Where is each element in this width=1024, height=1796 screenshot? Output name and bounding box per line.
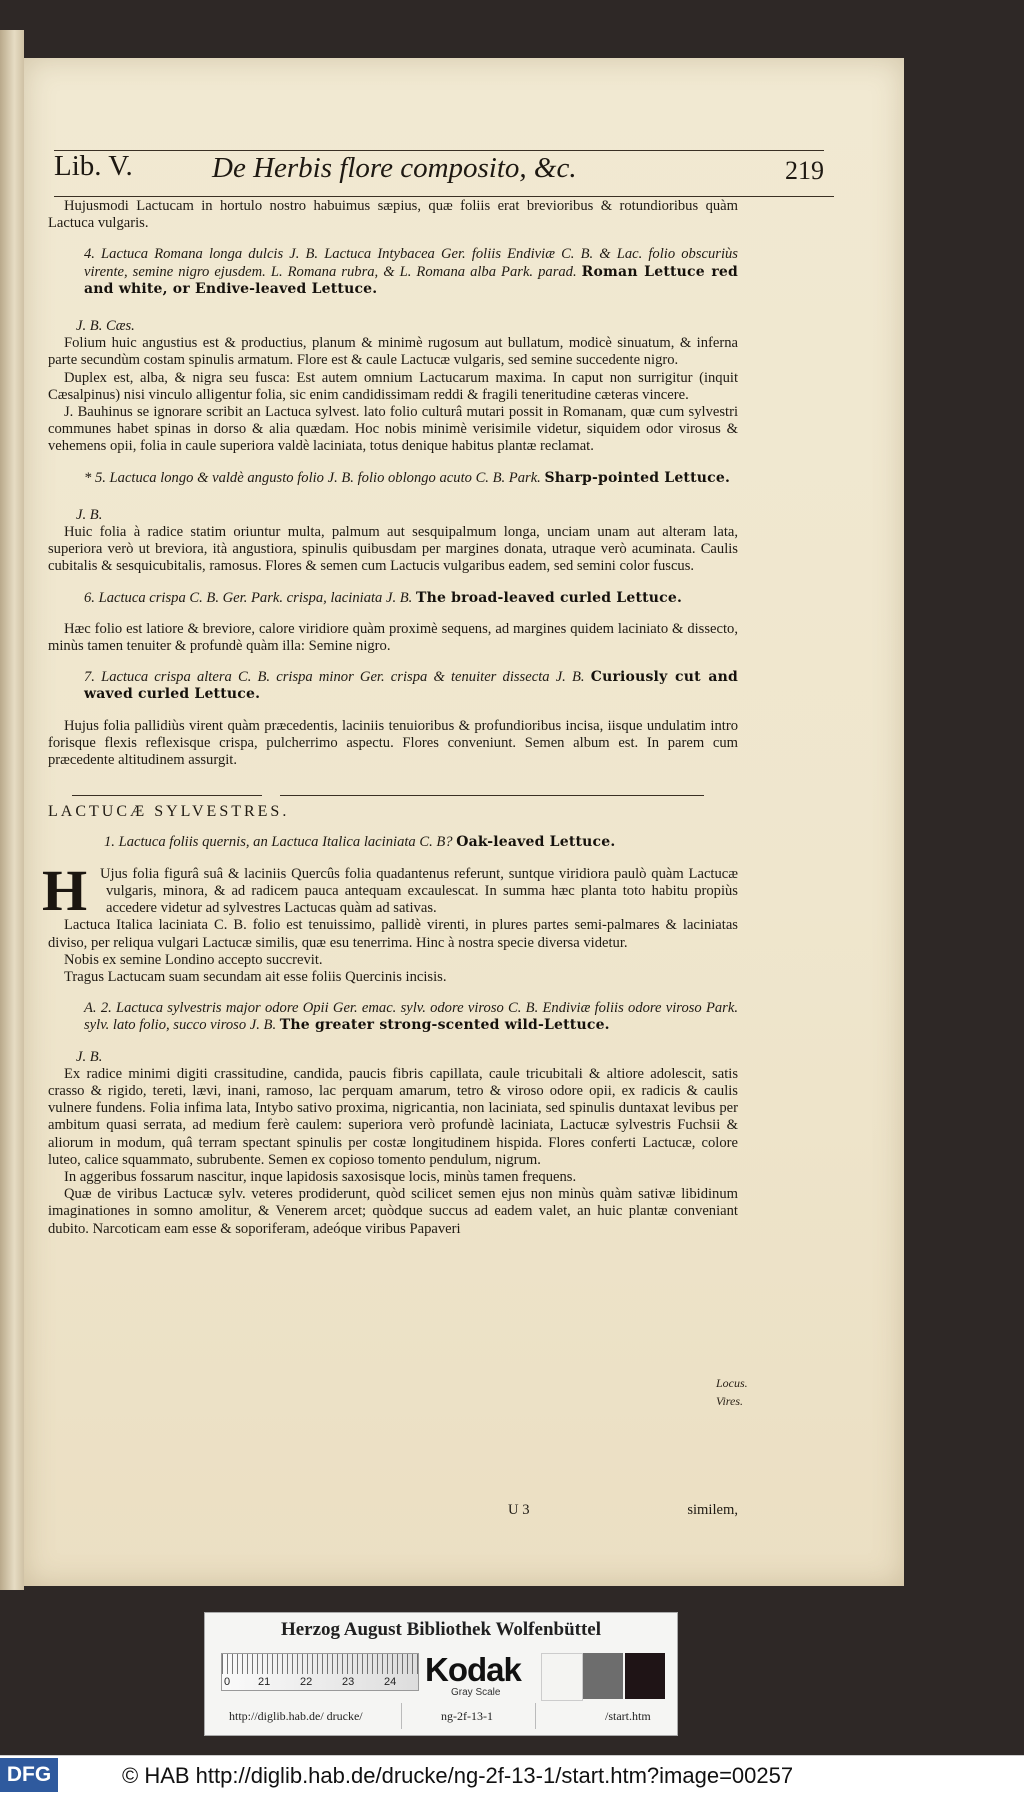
- scale-number: 22: [300, 1676, 313, 1688]
- scale-number: 24: [384, 1676, 397, 1688]
- running-head: [54, 150, 824, 190]
- entry-6-paragraph: Hæc folio est latiore & breviore, calore viridiore quàm proximè sequens, ad margines quidem laciniato & dissecto, minùs tamen tenuiter & profundè quàm illa: Semine nigro.: [48, 620, 738, 655]
- dfg-logo[interactable]: DFG: [0, 1758, 58, 1792]
- entry-4-english: Roman Lettuce red and white, or Endive-leaved Lettuce.: [84, 263, 738, 297]
- page-text: [42, 198, 738, 1238]
- book-number: Lib. V.: [54, 150, 133, 182]
- entry-4-names: 4. Lactuca Romana longa dulcis J. B. Lactuca Intybacea Ger. foliis Endiviæ C. B. & Lac. folio obscuriùs virente, semine nigro ejusdem. L. Romana rubra, & L. Romana alba Park. parad. Roman Lettuce red and white, or Endive-leaved Lettuce.: [84, 246, 738, 297]
- gray-scale-label: Gray Scale: [451, 1687, 501, 1698]
- entry-7-paragraph: Hujus folia pallidiùs virent quàm præcedentis, laciniis tenuioribus & profundioribus incisa, iisque undulatim intro forisque flexis reflexisque crispa, pulcherrimo aspectu. Flores conveniunt. Semen album est. In parem cum præcedente altitudinem assurgit.: [48, 717, 738, 769]
- card-url-right: /start.htm: [605, 1709, 651, 1723]
- section-entry-1-paragraph-2: Lactuca Italica laciniata C. B. folio est tenuissimo, pallidè virenti, in plures partes semi-palmares & laciniatas diviso, per reliqua vulgari Lactucæ similis, quæ esu tenerrima. Hinc à nostra specie diversa videtur.: [48, 917, 738, 951]
- entry-7-names: 7. Lactuca crispa altera C. B. crispa minor Ger. crispa & tenuiter dissecta J. B. Curiously cut and waved curled Lettuce.: [84, 669, 738, 703]
- section-entry-1-paragraph-3: Nobis ex semine Londino accepto succrevit.: [64, 951, 323, 968]
- entry-5-authority: J. B.: [76, 506, 103, 523]
- section-entry-1-names: 1. Lactuca foliis quernis, an Lactuca Italica laciniata C. B? Oak-leaved Lettuce.: [104, 834, 616, 851]
- section-entry-1-paragraph-1: H Ujus folia figurâ suâ & laciniis Quercûs folia quadantenus referunt, suntque viridiora paulò quàm Lactucæ vulgaris, minora, & ad radicem pauca antequam excaulescat. In summa hæc planta toto habitu propiùs accedere videtur ad sylvestres Lactucas quàm ad sativas.: [42, 857, 738, 923]
- ruler-scale: [221, 1653, 419, 1691]
- entry-4-paragraph-2: Duplex est, alba, & nigra seu fusca: Est autem omnium Lactucarum maxima. In caput non surrigitur (inquit Cæsalpinus) nisi vinculo alligentur folia, sic enim candidissimam reddi & fragili teneritudine cæteras vincere.: [48, 369, 738, 403]
- gray-patch-mid: [583, 1653, 623, 1699]
- section-entry-2-paragraph-2: In aggeribus fossarum nascitur, inque lapidosis saxosisque locis, minùs tamen frequens.: [64, 1168, 577, 1185]
- entry-4-paragraph-1: Folium huic angustius est & productius, planum & minimè rugosum aut bullatum, modicè sinuatum, & inferna parte secundùm costam spinulis armatum. Flore est & caule Lactucæ vulgaris, sed semine succedente nigro.: [48, 335, 738, 369]
- scale-number: 0: [224, 1676, 231, 1688]
- book-page: [24, 58, 904, 1586]
- margin-note-locus: Locus.: [716, 1376, 748, 1390]
- credit-link[interactable]: © HAB http://diglib.hab.de/drucke/ng-2f-13-1/start.htm?image=00257: [122, 1763, 794, 1788]
- entry-6-english: The broad-leaved curled Lettuce.: [415, 589, 683, 606]
- page-title: De Herbis flore composito, &c.: [212, 152, 577, 184]
- card-url-left: http://diglib.hab.de/ drucke/: [229, 1709, 363, 1723]
- section-entry-2-english: The greater strong-scented wild-Lettuce.: [279, 1017, 610, 1034]
- gray-patch-black: [625, 1653, 665, 1699]
- section-entry-1-paragraph-4: Tragus Lactucam suam secundam ait esse foliis Quercinis incisis.: [64, 968, 447, 985]
- color-target-card: [204, 1612, 678, 1736]
- section-entry-2-paragraph-1: Ex radice minimi digiti crassitudine, candida, paucis fibris capillata, caule tricubitali & altiore adolescit, satis crasso & rigido, tereti, lævi, inani, ramoso, lac perquam amarum, tetro & viroso odore opii, ex radicis & caulis vulnere fundens. Folia infima lata, Intybo sativo proxima, nigricantia, non laciniata, sed spinulis duntaxat levibus per ambitum quasi serrata, ad medium ferè caulem: superiora verò profundè laciniata, Lactucæ sylvestris Fuchsii & aliorum in modum, quâ terram spectant spinulis per costæ longitudinem hispida. Flores conferti Lactucæ, colore luteo, calice squammato, subrubente. Semen ex copioso tomento pendulum, nigrum.: [48, 1065, 738, 1168]
- drop-capital: H: [42, 857, 88, 923]
- margin-note-vires: Vires.: [716, 1394, 743, 1408]
- signature-mark: U 3: [508, 1502, 530, 1518]
- card-url-mid: ng-2f-13-1: [441, 1709, 493, 1723]
- gray-patch-white: [541, 1653, 583, 1701]
- entry-5-names: * 5. Lactuca longo & valdè angusto folio J. B. folio oblongo acuto C. B. Park. Sharp-pointed Lettuce.: [84, 469, 731, 486]
- library-name: Herzog August Bibliothek Wolfenbüttel: [280, 1619, 602, 1640]
- section-entry-1-english: Oak-leaved Lettuce.: [456, 834, 616, 851]
- head-rule-bottom: [54, 196, 834, 197]
- scale-number: 23: [342, 1676, 355, 1688]
- entry-7-english: Curiously cut and waved curled Lettuce.: [84, 669, 738, 703]
- folio-number: 219: [785, 156, 824, 185]
- section-entry-2-names: A. 2. Lactuca sylvestris major odore Opii Ger. emac. sylv. odore viroso C. B. Endiviæ foliis odore viroso Park. sylv. lato folio, succo viroso J. B. The greater strong-scented wild-Lettuce.: [84, 1000, 738, 1034]
- intro-paragraph: Hujusmodi Lactucam in hortulo nostro habuimus sæpius, quæ foliis erat brevioribus & rotundioribus quàm Lactuca vulgaris.: [48, 198, 738, 232]
- head-rule-top: [54, 150, 824, 151]
- section-entry-2-paragraph-3: Quæ de viribus Lactucæ sylv. veteres prodiderunt, quòd scilicet semen ejus non minùs quàm sativæ libidinum imaginationes in somno amolitur, & Venerem arcet; quòdque succus ad eadem valet, an huic plantæ conveniant dubito. Narcoticam eam esse & soporiferam, adeóque viribus Papaveri: [48, 1186, 738, 1237]
- scale-number: 21: [258, 1676, 271, 1688]
- section-title: LACTUCÆ SYLVESTRES.: [48, 803, 290, 821]
- section-entry-2-authority: J. B.: [76, 1048, 103, 1065]
- entry-5-paragraph: Huic folia à radice statim oriuntur multa, palmum aut sesquipalmum longa, unciam unam aut alteram lata, superiora verò ut breviora, ità angustiora, spinulis quibusdam per margines donata, utraque verò acuminata. Caulis cubitalis & sesquicubitalis, ramosus. Flores & semen cum Lactucis vulgaribus eadem, sed semini color fuscus.: [48, 524, 738, 575]
- footer-bar: [0, 1755, 1024, 1796]
- entry-4-paragraph-3: J. Bauhinus se ignorare scribit an Lactuca sylvest. lato folio culturâ mutari possit in Romanam, quæ cum sylvestri communes habet spinas in dorso & alia quædam. Hoc nobis minimè verisimile videtur, siquidem odor virosus & vehemens opii, folia in caule superiora valdè laciniata, totus denique habitus plantæ reclamat.: [48, 404, 738, 455]
- kodak-logo: Kodak: [425, 1651, 521, 1688]
- entry-4-authority: J. B. Cæs.: [76, 318, 135, 335]
- section-divider: [48, 789, 738, 803]
- entry-6-names: 6. Lactuca crispa C. B. Ger. Park. crispa, laciniata J. B. The broad-leaved curled Lettuce.: [84, 589, 683, 606]
- left-page-edge: [0, 30, 24, 1590]
- catchword: similem,: [687, 1502, 738, 1518]
- entry-5-english: Sharp-pointed Lettuce.: [544, 469, 731, 486]
